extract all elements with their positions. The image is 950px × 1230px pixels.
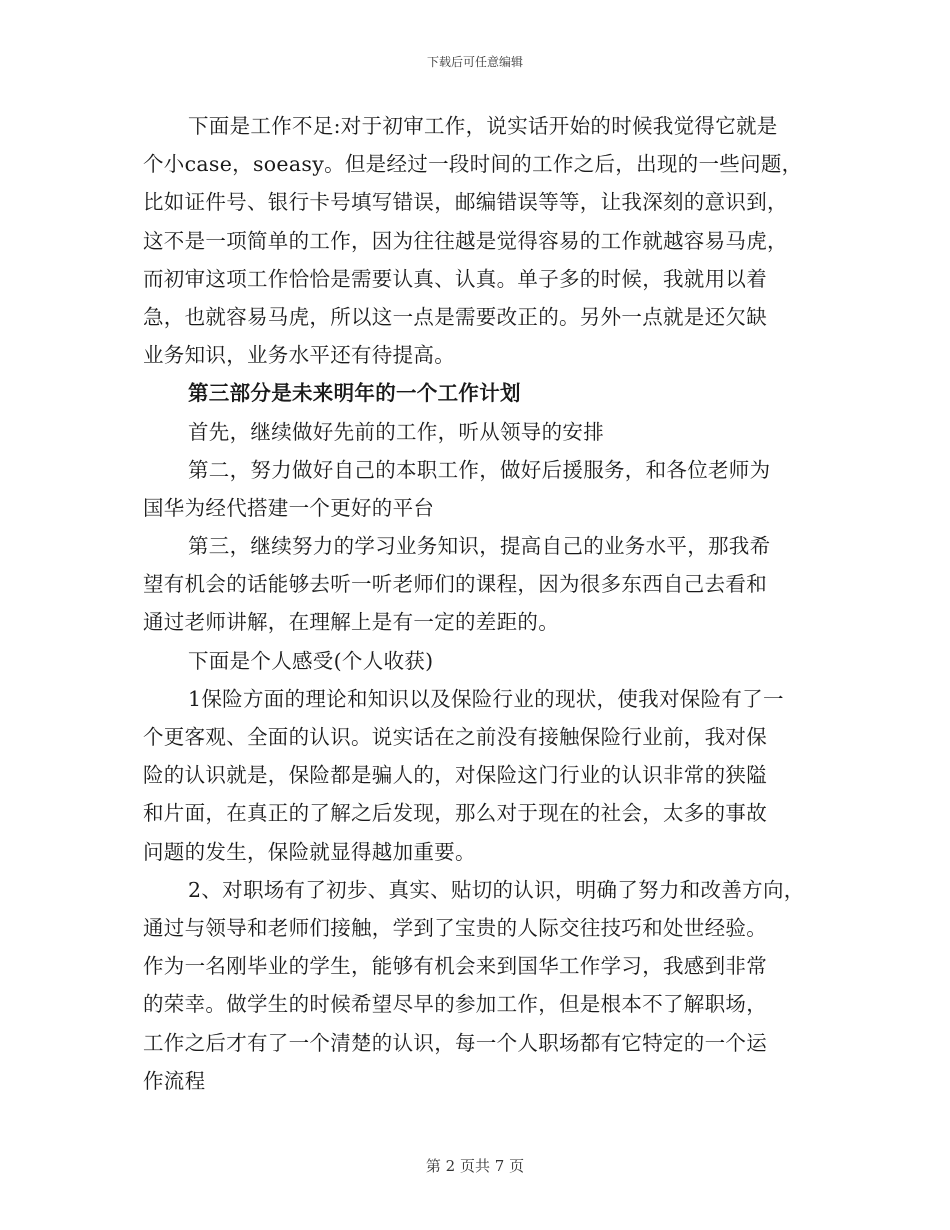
text-line: 作为一名刚毕业的学生，能够有机会来到国华工作学习，我感到非常	[143, 954, 767, 979]
text-line: 作流程	[143, 1068, 206, 1093]
section-heading: 第三部分是未来明年的一个工作计划	[188, 381, 521, 406]
text-line: 的荣幸。做学生的时候希望尽早的参加工作，但是根本不了解职场，	[143, 992, 767, 1017]
text-line: 险的认识就是，保险都是骗人的，对保险这门行业的认识非常的狭隘	[143, 763, 767, 788]
text-line: 通过与领导和老师们接触，学到了宝贵的人际交往技巧和处世经验。	[143, 915, 767, 940]
text-line: 望有机会的话能够去听一听老师们的课程，因为很多东西自己去看和	[143, 572, 767, 597]
text-line: 和片面，在真正的了解之后发现，那么对于现在的社会，太多的事故	[143, 801, 767, 826]
text-line: 第二，努力做好自己的本职工作，做好后援服务，和各位老师为	[188, 457, 771, 482]
page-footer: 第 2 页共 7 页	[425, 1157, 525, 1175]
text-line: 个小case，soeasy。但是经过一段时间的工作之后，出现的一些问题，	[143, 152, 803, 177]
document-body	[143, 107, 823, 1100]
text-line: 问题的发生，保险就显得越加重要。	[143, 839, 476, 864]
text-line: 首先，继续做好先前的工作，听从领导的安排	[188, 419, 604, 444]
text-line: 业务知识，业务水平还有待提高。	[143, 343, 455, 368]
text-line: 国华为经代搭建一个更好的平台	[143, 495, 435, 520]
text-line: 比如证件号、银行卡号填写错误，邮编错误等等，让我深刻的意识到，	[143, 190, 788, 215]
text-line: 工作之后才有了一个清楚的认识，每一个人职场都有它特定的一个运	[143, 1030, 767, 1055]
text-line: 下面是个人感受(个人收获)	[188, 648, 434, 673]
text-line: 下面是工作不足:对于初审工作，说实话开始的时候我觉得它就是	[188, 114, 778, 138]
text-line: 通过老师讲解，在理解上是有一定的差距的。	[143, 610, 559, 635]
text-line: 而初审这项工作恰恰是需要认真、认真。单子多的时候，我就用以着	[143, 266, 767, 291]
text-line: 急，也就容易马虎，所以这一点是需要改正的。另外一点就是还欠缺	[143, 304, 767, 329]
page-header: 下载后可任意编辑	[426, 55, 523, 69]
text-line: 第三，继续努力的学习业务知识，提高自己的业务水平，那我希	[188, 534, 771, 559]
text-line: 个更客观、全面的认识。说实话在之前没有接触保险行业前，我对保	[143, 725, 767, 749]
text-line: 这不是一项简单的工作，因为往往越是觉得容易的工作就越容易马虎，	[143, 228, 788, 253]
text-line: 2、对职场有了初步、真实、贴切的认识，明确了努力和改善方向，	[188, 877, 805, 902]
text-line: 1保险方面的理论和知识以及保险行业的现状，使我对保险有了一	[188, 686, 784, 711]
